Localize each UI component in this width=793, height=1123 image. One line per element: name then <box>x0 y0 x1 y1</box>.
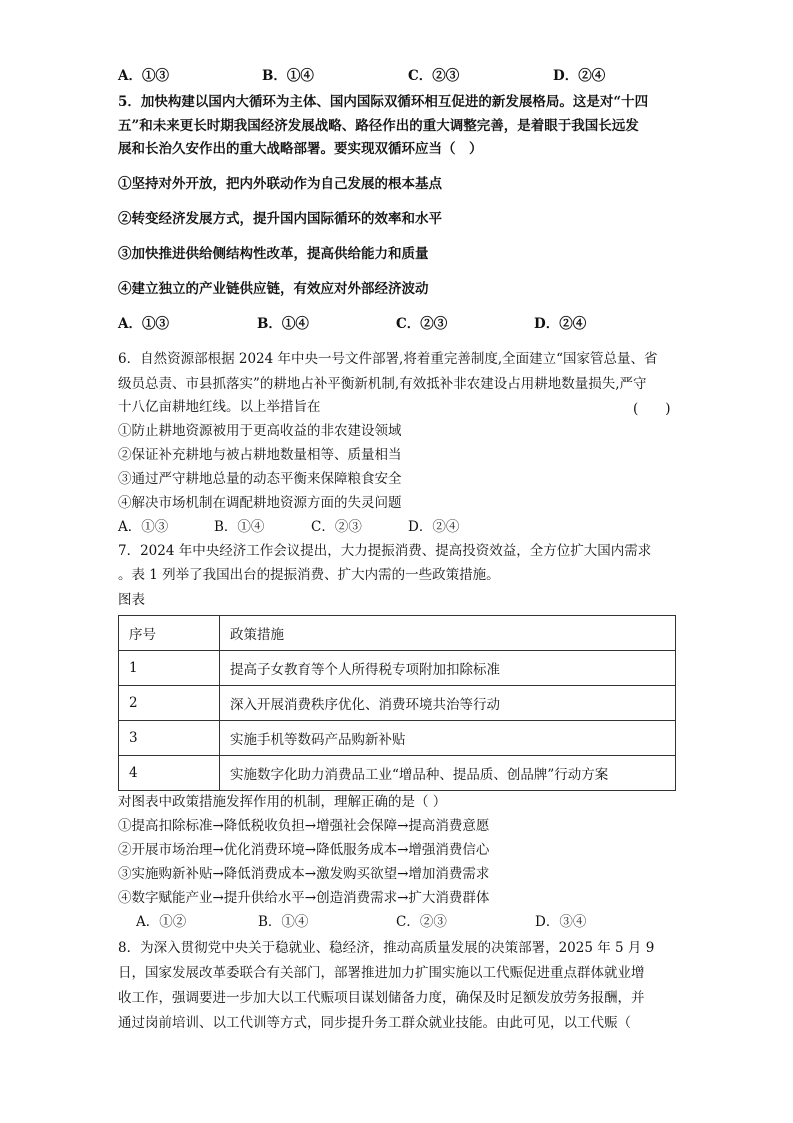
table-row <box>119 686 676 721</box>
table-cell: 实施数字化助力消费品工业“增品种、提品质、创品牌”行动方案 <box>220 756 676 791</box>
q4-option-a: A．①③ <box>118 68 169 84</box>
q6-stem-line-1: 6．自然资源部根据 2024 年中央一号文件部署,将着重完善制度,全面建立“国家管总量、省 <box>118 351 658 367</box>
q8-stem-line-1: 8．为深入贯彻党中央关于稳就业、稳经济，推动高质量发展的决策部署，2025 年 5 月 9 <box>118 940 655 956</box>
q6-option-d: D．②④ <box>408 519 460 535</box>
q7-item-3: ③实施购新补贴→降低消费成本→激发购买欲望→增加消费需求 <box>118 866 490 882</box>
q6-item-2: ②保证补充耕地与被占耕地数量相等、质量相当 <box>118 447 402 463</box>
q8-stem-line-3: 收工作，强调要进一步加大以工代赈项目谋划储备力度，确保及时足额发放劳务报酬，并 <box>118 990 645 1006</box>
q5-item-4: ④建立独立的产业链供应链，有效应对外部经济波动 <box>118 281 429 297</box>
q6-answer-paren: ( ) <box>633 401 671 417</box>
table-header-cell: 序号 <box>119 616 220 651</box>
q7-option-c: C．②③ <box>396 914 447 930</box>
q5-option-a: A．①③ <box>118 316 169 332</box>
q4-option-c: C．②③ <box>408 68 460 84</box>
q5-item-2: ②转变经济发展方式，提升国内国际循环的效率和水平 <box>118 211 442 227</box>
table-cell: 4 <box>119 756 220 791</box>
table-header-row <box>119 616 676 651</box>
q5-item-1: ①坚持对外开放，把内外联动作为自己发展的根本基点 <box>118 176 442 192</box>
q5-option-d: D．②④ <box>534 316 587 332</box>
q7-option-d: D．③④ <box>535 914 587 930</box>
q6-item-1: ①防止耕地资源被用于更高收益的非农建设领域 <box>118 423 402 439</box>
q8-stem-line-4: 通过岗前培训、以工代训等方式，同步提升务工群众就业技能。由此可见，以工代赈（ <box>118 1015 631 1031</box>
q5-stem-line-1: 5．加快构建以国内大循环为主体、国内国际双循环相互促进的新发展格局。这是对“十四 <box>118 94 649 110</box>
q7-stem-line-2: 。表 1 列举了我国出台的提振消费、扩大内需的一些政策措施。 <box>118 567 500 583</box>
q6-option-a: A．①③ <box>118 519 169 535</box>
table-row <box>119 756 676 791</box>
table-cell: 3 <box>119 721 220 756</box>
q7-option-a: A．①② <box>136 914 187 930</box>
q6-option-c: C．②③ <box>311 519 362 535</box>
q4-option-d: D．②④ <box>553 68 606 84</box>
table-cell: 实施手机等数码产品购新补贴 <box>220 721 676 756</box>
table-cell: 深入开展消费秩序优化、消费环境共治等行动 <box>220 686 676 721</box>
table-row <box>119 651 676 686</box>
q7-option-b: B．①④ <box>258 914 309 930</box>
q6-item-4: ④解决市场机制在调配耕地资源方面的失灵问题 <box>118 495 402 511</box>
q6-option-b: B．①④ <box>214 519 265 535</box>
q8-stem-line-2: 日，国家发展改革委联合有关部门，部署推进加力扩围实施以工代赈促进重点群体就业增 <box>118 965 645 981</box>
q6-stem-line-3: 十八亿亩耕地红线。以上举措旨在 <box>118 399 321 415</box>
q5-option-b: B．①④ <box>257 316 309 332</box>
table-header-cell: 政策措施 <box>220 616 676 651</box>
q5-stem-line-2: 五”和未来更长时期我国经济发展战略、路径作出的重大调整完善，是着眼于我国长远发 <box>118 118 639 134</box>
q6-stem-line-2: 级员总责、市县抓落实”的耕地占补平衡新机制,有效抵补非农建设占用耕地数量损失,严守 <box>118 376 647 392</box>
q7-question: 对图表中政策措施发挥作用的机制，理解正确的是（ ） <box>118 794 447 810</box>
table-caption: 图表 <box>118 592 145 608</box>
table-cell: 2 <box>119 686 220 721</box>
q7-item-2: ②开展市场治理→优化消费环境→降低服务成本→增强消费信心 <box>118 842 490 858</box>
q4-option-b: B．①④ <box>262 68 314 84</box>
q5-item-3: ③加快推进供给侧结构性改革，提高供给能力和质量 <box>118 246 429 262</box>
q7-stem-line-1: 7．2024 年中央经济工作会议提出，大力提振消费、提高投资效益，全方位扩大国内需求 <box>118 543 652 559</box>
q7-item-1: ①提高扣除标准→降低税收负担→增强社会保障→提高消费意愿 <box>118 818 490 834</box>
q6-item-3: ③通过严守耕地总量的动态平衡来保障粮食安全 <box>118 471 402 487</box>
table-row <box>119 721 676 756</box>
q5-option-c: C．②③ <box>396 316 448 332</box>
table-cell: 1 <box>119 651 220 686</box>
q5-stem-line-3: 展和长治久安作出的重大战略部署。要实现双循环应当（ ） <box>118 141 483 157</box>
q7-item-4: ④数字赋能产业→提升供给水平→创造消费需求→扩大消费群体 <box>118 890 490 906</box>
table-cell: 提高子女教育等个人所得税专项附加扣除标准 <box>220 651 676 686</box>
policy-table <box>118 615 676 791</box>
